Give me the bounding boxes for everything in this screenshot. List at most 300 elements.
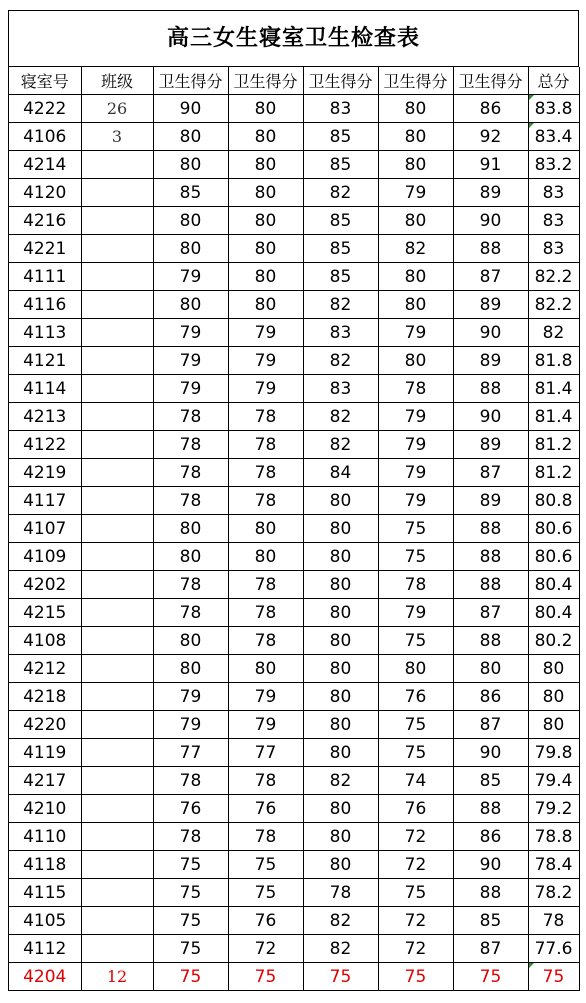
- hygiene-score-cell: 82: [303, 179, 378, 207]
- class-cell: [81, 627, 153, 655]
- room-number-cell: 4111: [9, 263, 81, 291]
- total-score-cell: 82.2: [528, 263, 579, 291]
- class-cell: [81, 487, 153, 515]
- hygiene-score-cell: 75: [228, 963, 303, 991]
- hygiene-score-cell: 75: [378, 515, 453, 543]
- hygiene-score-cell: 80: [378, 95, 453, 123]
- hygiene-score-cell: 79: [153, 347, 228, 375]
- hygiene-score-cell: 80: [303, 795, 378, 823]
- room-number-cell: 4113: [9, 319, 81, 347]
- table-row: [9, 403, 579, 431]
- hygiene-score-cell: 78: [153, 599, 228, 627]
- hygiene-score-cell: 78: [153, 431, 228, 459]
- header-score-1: 卫生得分: [153, 67, 228, 95]
- hygiene-score-cell: 76: [378, 683, 453, 711]
- hygiene-score-cell: 79: [378, 599, 453, 627]
- hygiene-score-cell: 72: [378, 851, 453, 879]
- room-number-cell: 4107: [9, 515, 81, 543]
- class-cell: [81, 543, 153, 571]
- hygiene-score-cell: 85: [153, 179, 228, 207]
- hygiene-score-cell: 83: [303, 319, 378, 347]
- hygiene-score-cell: 80: [378, 263, 453, 291]
- room-number-cell: 4221: [9, 235, 81, 263]
- hygiene-score-cell: 89: [453, 347, 528, 375]
- total-score-cell: 81.4: [528, 375, 579, 403]
- table-row: [9, 795, 579, 823]
- class-cell: [81, 935, 153, 963]
- room-number-cell: 4119: [9, 739, 81, 767]
- total-score-cell: 78.8: [528, 823, 579, 851]
- class-cell: [81, 347, 153, 375]
- total-score-cell: 77.6: [528, 935, 579, 963]
- total-score-cell: 80.6: [528, 543, 579, 571]
- header-class: 班级: [81, 67, 153, 95]
- total-score-cell: 80.6: [528, 515, 579, 543]
- class-cell: [81, 207, 153, 235]
- hygiene-score-cell: 80: [153, 543, 228, 571]
- hygiene-score-cell: 75: [153, 879, 228, 907]
- hygiene-score-cell: 80: [378, 291, 453, 319]
- hygiene-score-cell: 80: [303, 543, 378, 571]
- hygiene-score-cell: 82: [303, 907, 378, 935]
- hygiene-score-cell: 79: [228, 711, 303, 739]
- class-cell: [81, 403, 153, 431]
- hygiene-score-cell: 80: [378, 207, 453, 235]
- hygiene-score-cell: 80: [303, 711, 378, 739]
- hygiene-score-cell: 82: [303, 291, 378, 319]
- total-score-cell: 80: [528, 683, 579, 711]
- hygiene-score-cell: 88: [453, 627, 528, 655]
- hygiene-score-cell: 78: [228, 459, 303, 487]
- hygiene-score-cell: 79: [378, 179, 453, 207]
- hygiene-score-cell: 80: [303, 487, 378, 515]
- total-score-cell: 80.2: [528, 627, 579, 655]
- hygiene-score-cell: 78: [378, 571, 453, 599]
- hygiene-score-cell: 85: [453, 767, 528, 795]
- hygiene-score-cell: 80: [153, 123, 228, 151]
- class-cell: [81, 879, 153, 907]
- total-score-cell: 79.2: [528, 795, 579, 823]
- hygiene-score-cell: 75: [378, 879, 453, 907]
- total-score-cell: 82: [528, 319, 579, 347]
- hygiene-score-cell: 80: [153, 151, 228, 179]
- hygiene-score-cell: 80: [453, 655, 528, 683]
- hygiene-score-cell: 92: [453, 123, 528, 151]
- hygiene-score-cell: 83: [303, 375, 378, 403]
- hygiene-score-cell: 75: [228, 851, 303, 879]
- class-cell: [81, 683, 153, 711]
- hygiene-score-cell: 75: [153, 963, 228, 991]
- class-cell: [81, 767, 153, 795]
- class-cell: [81, 235, 153, 263]
- hygiene-score-cell: 80: [228, 207, 303, 235]
- hygiene-score-cell: 78: [228, 431, 303, 459]
- total-score-cell: 80.4: [528, 571, 579, 599]
- hygiene-score-cell: 78: [303, 879, 378, 907]
- hygiene-score-cell: 90: [153, 95, 228, 123]
- hygiene-score-cell: 88: [453, 795, 528, 823]
- total-score-cell: 81.2: [528, 459, 579, 487]
- hygiene-score-cell: 75: [228, 879, 303, 907]
- total-score-cell: 80: [528, 655, 579, 683]
- hygiene-score-cell: 75: [453, 963, 528, 991]
- hygiene-score-cell: 80: [228, 543, 303, 571]
- total-score-cell: 83.4: [528, 123, 579, 151]
- hygiene-score-cell: 88: [453, 879, 528, 907]
- hygiene-score-cell: 88: [453, 515, 528, 543]
- hygiene-score-cell: 75: [153, 851, 228, 879]
- hygiene-score-cell: 78: [228, 627, 303, 655]
- hygiene-score-cell: 75: [303, 963, 378, 991]
- hygiene-score-cell: 86: [453, 95, 528, 123]
- hygiene-score-cell: 76: [228, 795, 303, 823]
- hygiene-score-cell: 80: [378, 347, 453, 375]
- hygiene-score-cell: 80: [303, 599, 378, 627]
- header-score-5: 卫生得分: [453, 67, 528, 95]
- hygiene-score-cell: 75: [378, 627, 453, 655]
- room-number-cell: 4121: [9, 347, 81, 375]
- hygiene-score-cell: 79: [228, 375, 303, 403]
- room-number-cell: 4218: [9, 683, 81, 711]
- total-score-cell: 82.2: [528, 291, 579, 319]
- table-body: [9, 95, 579, 991]
- hygiene-score-cell: 72: [378, 823, 453, 851]
- hygiene-score-cell: 85: [303, 207, 378, 235]
- class-cell: [81, 515, 153, 543]
- hygiene-score-cell: 80: [153, 207, 228, 235]
- room-number-cell: 4202: [9, 571, 81, 599]
- table-row: [9, 515, 579, 543]
- hygiene-score-cell: 79: [153, 263, 228, 291]
- hygiene-score-cell: 76: [228, 907, 303, 935]
- hygiene-score-cell: 78: [228, 487, 303, 515]
- room-number-cell: 4215: [9, 599, 81, 627]
- hygiene-score-cell: 83: [303, 95, 378, 123]
- hygiene-score-cell: 79: [153, 683, 228, 711]
- hygiene-score-cell: 80: [228, 655, 303, 683]
- hygiene-score-cell: 89: [453, 179, 528, 207]
- total-score-cell: 80.8: [528, 487, 579, 515]
- hygiene-score-cell: 87: [453, 263, 528, 291]
- hygiene-score-cell: 85: [303, 123, 378, 151]
- score-sheet: [8, 10, 579, 991]
- hygiene-score-cell: 79: [153, 319, 228, 347]
- hygiene-score-cell: 88: [453, 571, 528, 599]
- hygiene-score-cell: 75: [153, 907, 228, 935]
- table-row: [9, 739, 579, 767]
- room-number-cell: 4222: [9, 95, 81, 123]
- hygiene-score-cell: 80: [228, 179, 303, 207]
- room-number-cell: 4110: [9, 823, 81, 851]
- hygiene-score-cell: 78: [153, 767, 228, 795]
- hygiene-score-cell: 89: [453, 487, 528, 515]
- hygiene-score-cell: 82: [303, 431, 378, 459]
- room-number-cell: 4220: [9, 711, 81, 739]
- total-score-cell: 81.8: [528, 347, 579, 375]
- table-row: [9, 207, 579, 235]
- room-number-cell: 4112: [9, 935, 81, 963]
- hygiene-score-cell: 80: [303, 739, 378, 767]
- total-score-cell: 83: [528, 207, 579, 235]
- room-number-cell: 4117: [9, 487, 81, 515]
- hygiene-score-cell: 75: [153, 935, 228, 963]
- total-score-cell: 83: [528, 179, 579, 207]
- table-row: [9, 543, 579, 571]
- table-row: [9, 655, 579, 683]
- room-number-cell: 4114: [9, 375, 81, 403]
- class-cell: [81, 739, 153, 767]
- class-cell: [81, 571, 153, 599]
- room-number-cell: 4108: [9, 627, 81, 655]
- table-row: [9, 95, 579, 123]
- room-number-cell: 4118: [9, 851, 81, 879]
- table-row: [9, 123, 579, 151]
- hygiene-score-cell: 82: [303, 403, 378, 431]
- header-score-2: 卫生得分: [228, 67, 303, 95]
- total-score-cell: 78: [528, 907, 579, 935]
- hygiene-score-cell: 89: [453, 291, 528, 319]
- hygiene-score-cell: 74: [378, 767, 453, 795]
- hygiene-score-cell: 80: [153, 515, 228, 543]
- hygiene-score-cell: 80: [303, 515, 378, 543]
- total-score-cell: 81.2: [528, 431, 579, 459]
- hygiene-score-cell: 80: [153, 235, 228, 263]
- hygiene-score-cell: 72: [378, 907, 453, 935]
- hygiene-score-cell: 82: [303, 767, 378, 795]
- hygiene-score-cell: 79: [378, 487, 453, 515]
- room-number-cell: 4105: [9, 907, 81, 935]
- table-row: [9, 291, 579, 319]
- room-number-cell: 4212: [9, 655, 81, 683]
- class-cell: [81, 179, 153, 207]
- header-score-3: 卫生得分: [303, 67, 378, 95]
- hygiene-score-cell: 75: [378, 963, 453, 991]
- class-cell: 3: [81, 123, 153, 151]
- hygiene-score-cell: 75: [378, 543, 453, 571]
- hygiene-score-cell: 87: [453, 935, 528, 963]
- table-row: [9, 487, 579, 515]
- total-score-cell: 83.8: [528, 95, 579, 123]
- hygiene-score-cell: 80: [228, 151, 303, 179]
- hygiene-score-cell: 86: [453, 683, 528, 711]
- room-number-cell: 4219: [9, 459, 81, 487]
- header-room: 寝室号: [9, 67, 81, 95]
- total-score-cell: 75: [528, 963, 579, 991]
- total-score-cell: 79.8: [528, 739, 579, 767]
- class-cell: [81, 823, 153, 851]
- hygiene-score-cell: 76: [378, 795, 453, 823]
- hygiene-score-cell: 80: [153, 627, 228, 655]
- class-cell: [81, 375, 153, 403]
- total-score-cell: 78.4: [528, 851, 579, 879]
- hygiene-score-cell: 88: [453, 375, 528, 403]
- hygiene-score-cell: 85: [303, 151, 378, 179]
- room-number-cell: 4216: [9, 207, 81, 235]
- table-row: [9, 851, 579, 879]
- hygiene-score-cell: 79: [228, 319, 303, 347]
- hygiene-score-cell: 84: [303, 459, 378, 487]
- hygiene-score-cell: 90: [453, 851, 528, 879]
- hygiene-score-cell: 80: [153, 291, 228, 319]
- hygiene-score-cell: 79: [153, 711, 228, 739]
- class-cell: [81, 599, 153, 627]
- hygiene-score-cell: 80: [378, 123, 453, 151]
- hygiene-score-cell: 72: [228, 935, 303, 963]
- total-score-cell: 83: [528, 235, 579, 263]
- hygiene-score-cell: 78: [228, 403, 303, 431]
- hygiene-score-cell: 82: [303, 347, 378, 375]
- table-row: [9, 599, 579, 627]
- table-row: [9, 319, 579, 347]
- class-cell: [81, 431, 153, 459]
- hygiene-score-cell: 72: [378, 935, 453, 963]
- class-cell: [81, 263, 153, 291]
- room-number-cell: 4115: [9, 879, 81, 907]
- hygiene-score-cell: 78: [153, 403, 228, 431]
- class-cell: [81, 907, 153, 935]
- class-cell: [81, 151, 153, 179]
- header-row: [9, 67, 579, 95]
- hygiene-score-cell: 78: [228, 571, 303, 599]
- total-score-cell: 78.2: [528, 879, 579, 907]
- hygiene-score-cell: 82: [378, 235, 453, 263]
- hygiene-score-cell: 80: [303, 823, 378, 851]
- class-cell: [81, 711, 153, 739]
- hygiene-score-cell: 75: [378, 711, 453, 739]
- sheet-title: 高三女生寝室卫生检查表: [9, 11, 579, 67]
- hygiene-score-cell: 78: [153, 571, 228, 599]
- hygiene-score-cell: 80: [303, 571, 378, 599]
- hygiene-score-cell: 80: [303, 683, 378, 711]
- table-row: [9, 907, 579, 935]
- hygiene-score-cell: 80: [228, 235, 303, 263]
- table-row: [9, 683, 579, 711]
- table-row: [9, 179, 579, 207]
- table-row: [9, 571, 579, 599]
- table-row: [9, 459, 579, 487]
- cell-flag-icon: [529, 963, 534, 968]
- hygiene-score-cell: 90: [453, 319, 528, 347]
- table-row: [9, 151, 579, 179]
- hygiene-score-cell: 80: [228, 291, 303, 319]
- hygiene-score-cell: 87: [453, 599, 528, 627]
- table-row: [9, 263, 579, 291]
- table-row: [9, 935, 579, 963]
- room-number-cell: 4214: [9, 151, 81, 179]
- table-row: [9, 767, 579, 795]
- cell-flag-icon: [529, 123, 534, 128]
- hygiene-score-cell: 78: [153, 823, 228, 851]
- class-cell: [81, 319, 153, 347]
- hygiene-score-cell: 88: [453, 235, 528, 263]
- total-score-cell: 83.2: [528, 151, 579, 179]
- header-total: 总分: [528, 67, 579, 95]
- hygiene-score-cell: 77: [153, 739, 228, 767]
- hygiene-score-cell: 80: [228, 515, 303, 543]
- hygiene-score-cell: 90: [453, 403, 528, 431]
- hygiene-score-cell: 78: [153, 459, 228, 487]
- hygiene-score-cell: 89: [453, 431, 528, 459]
- total-score-cell: 80.4: [528, 599, 579, 627]
- room-number-cell: 4109: [9, 543, 81, 571]
- hygiene-score-cell: 79: [378, 459, 453, 487]
- class-cell: [81, 851, 153, 879]
- hygiene-score-cell: 91: [453, 151, 528, 179]
- hygiene-score-cell: 80: [303, 851, 378, 879]
- hygiene-score-cell: 86: [453, 823, 528, 851]
- total-score-cell: 81.4: [528, 403, 579, 431]
- hygiene-score-cell: 80: [228, 95, 303, 123]
- hygiene-score-cell: 87: [453, 711, 528, 739]
- table-row: [9, 627, 579, 655]
- hygiene-score-cell: 80: [378, 655, 453, 683]
- cell-flag-icon: [529, 95, 534, 100]
- hygiene-score-cell: 78: [153, 487, 228, 515]
- table-row: [9, 711, 579, 739]
- hygiene-score-cell: 78: [228, 823, 303, 851]
- hygiene-score-cell: 80: [153, 655, 228, 683]
- class-cell: [81, 795, 153, 823]
- hygiene-score-cell: 90: [453, 207, 528, 235]
- hygiene-score-cell: 79: [378, 319, 453, 347]
- hygiene-score-cell: 80: [228, 123, 303, 151]
- hygiene-score-cell: 80: [303, 655, 378, 683]
- hygiene-score-cell: 79: [153, 375, 228, 403]
- room-number-cell: 4204: [9, 963, 81, 991]
- hygiene-score-cell: 80: [228, 263, 303, 291]
- hygiene-score-cell: 80: [303, 627, 378, 655]
- hygiene-score-cell: 78: [228, 767, 303, 795]
- room-number-cell: 4106: [9, 123, 81, 151]
- hygiene-score-cell: 76: [153, 795, 228, 823]
- table-row: [9, 431, 579, 459]
- room-number-cell: 4116: [9, 291, 81, 319]
- hygiene-score-cell: 77: [228, 739, 303, 767]
- class-cell: [81, 291, 153, 319]
- total-score-cell: 80: [528, 711, 579, 739]
- class-cell: 12: [81, 963, 153, 991]
- room-number-cell: 4213: [9, 403, 81, 431]
- hygiene-score-cell: 82: [303, 935, 378, 963]
- total-score-cell: 79.4: [528, 767, 579, 795]
- hygiene-score-cell: 79: [378, 431, 453, 459]
- hygiene-score-cell: 88: [453, 543, 528, 571]
- hygiene-score-cell: 87: [453, 459, 528, 487]
- hygiene-score-cell: 85: [453, 907, 528, 935]
- hygiene-score-cell: 90: [453, 739, 528, 767]
- table-row: [9, 235, 579, 263]
- hygiene-score-cell: 85: [303, 263, 378, 291]
- class-cell: [81, 655, 153, 683]
- header-score-4: 卫生得分: [378, 67, 453, 95]
- table-row: [9, 879, 579, 907]
- table-row: [9, 823, 579, 851]
- hygiene-score-cell: 80: [378, 151, 453, 179]
- hygiene-score-cell: 78: [228, 599, 303, 627]
- table-row: [9, 375, 579, 403]
- room-number-cell: 4210: [9, 795, 81, 823]
- hygiene-score-cell: 79: [228, 347, 303, 375]
- hygiene-score-cell: 75: [378, 739, 453, 767]
- room-number-cell: 4217: [9, 767, 81, 795]
- hygiene-score-cell: 79: [378, 403, 453, 431]
- hygiene-score-cell: 79: [228, 683, 303, 711]
- score-table: [9, 67, 580, 991]
- room-number-cell: 4120: [9, 179, 81, 207]
- hygiene-score-cell: 78: [378, 375, 453, 403]
- class-cell: [81, 459, 153, 487]
- room-number-cell: 4122: [9, 431, 81, 459]
